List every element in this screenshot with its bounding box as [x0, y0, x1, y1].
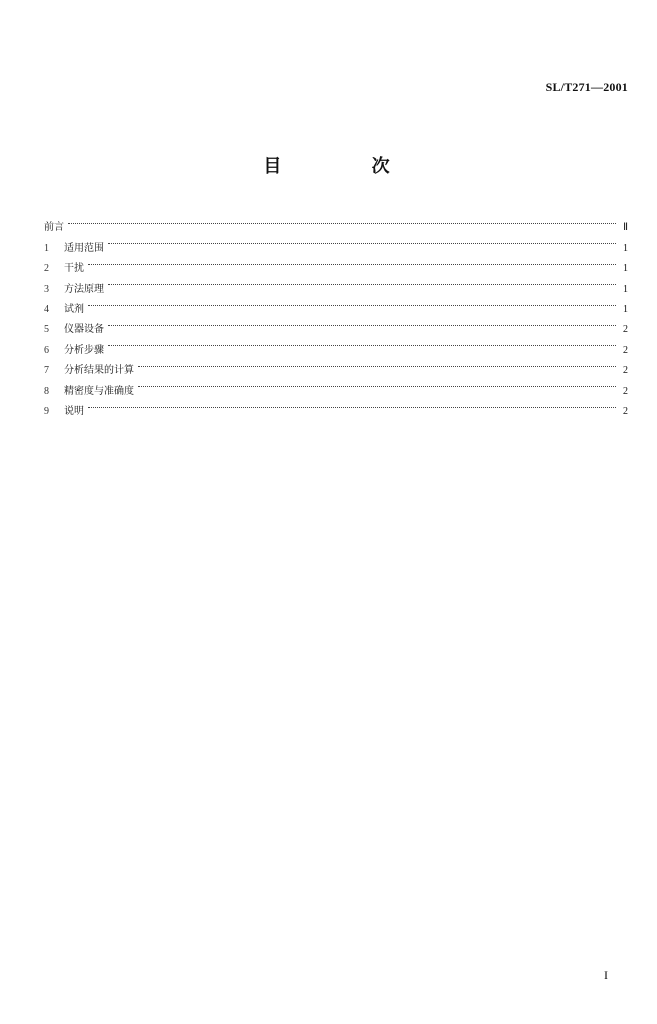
toc-dot-leader — [88, 292, 616, 312]
toc-entry-page: 2 — [623, 324, 628, 336]
toc-entry-title: 说明 — [64, 405, 84, 417]
toc-entry-6[interactable] — [44, 332, 628, 356]
toc-entry-7[interactable] — [44, 353, 628, 377]
toc-entry-title: 精密度与准确度 — [64, 385, 134, 397]
page-title: 目 次 — [263, 156, 432, 177]
toc-entry-page: 2 — [623, 405, 628, 417]
toc-entry-page: 1 — [623, 303, 628, 315]
toc-entry-page: 1 — [623, 283, 628, 295]
toc-dot-leader — [138, 373, 616, 393]
toc-entry-number: 1 — [44, 242, 49, 254]
toc-entry-number: 8 — [44, 385, 49, 397]
page-number: I — [604, 968, 608, 982]
toc-entry-title: 适用范围 — [64, 242, 104, 254]
toc-entry-title: 干扰 — [64, 263, 84, 275]
toc-entry-4[interactable] — [44, 292, 628, 315]
toc-dot-leader — [88, 251, 616, 271]
toc-entry-title: 前言 — [44, 222, 64, 234]
toc-entry-number: 7 — [44, 365, 49, 377]
toc-entry-9[interactable] — [44, 394, 628, 417]
toc-dot-leader — [108, 332, 616, 352]
toc-dot-leader — [88, 394, 616, 414]
toc-entry-number: 4 — [44, 303, 49, 315]
toc-entry-title: 方法原理 — [64, 283, 104, 295]
toc-entry-title: 仪器设备 — [64, 324, 104, 336]
toc-entry-page: 2 — [623, 365, 628, 377]
standard-code: SL/T271—2001 — [545, 80, 628, 94]
toc-entry-5[interactable] — [44, 312, 628, 336]
toc-entry-page: 2 — [623, 344, 628, 356]
toc-dot-leader — [108, 271, 616, 291]
toc-entry-page: 1 — [623, 263, 628, 275]
toc-dot-leader — [138, 353, 616, 373]
toc-dot-leader — [108, 230, 616, 250]
toc-entry-page: 2 — [623, 385, 628, 397]
toc-entry-page: Ⅱ — [623, 222, 628, 234]
toc-entry-number: 2 — [44, 263, 49, 275]
toc-dot-leader — [108, 312, 616, 332]
toc-entry-number: 3 — [44, 283, 49, 295]
toc-entry-page: 1 — [623, 242, 628, 254]
toc-entry-preface[interactable] — [44, 210, 628, 234]
toc-entry-1[interactable] — [44, 230, 628, 254]
toc-entry-title: 分析步骤 — [64, 344, 104, 356]
toc-entry-title: 分析结果的计算 — [64, 365, 134, 377]
toc-dot-leader — [68, 210, 616, 230]
toc-entry-number: 6 — [44, 344, 49, 356]
toc-entry-2[interactable] — [44, 251, 628, 275]
toc-entry-number: 9 — [44, 405, 49, 417]
toc-entry-title: 试剂 — [64, 303, 84, 315]
toc-entry-number: 5 — [44, 324, 49, 336]
table-of-contents — [44, 210, 628, 417]
toc-entry-3[interactable] — [44, 271, 628, 295]
